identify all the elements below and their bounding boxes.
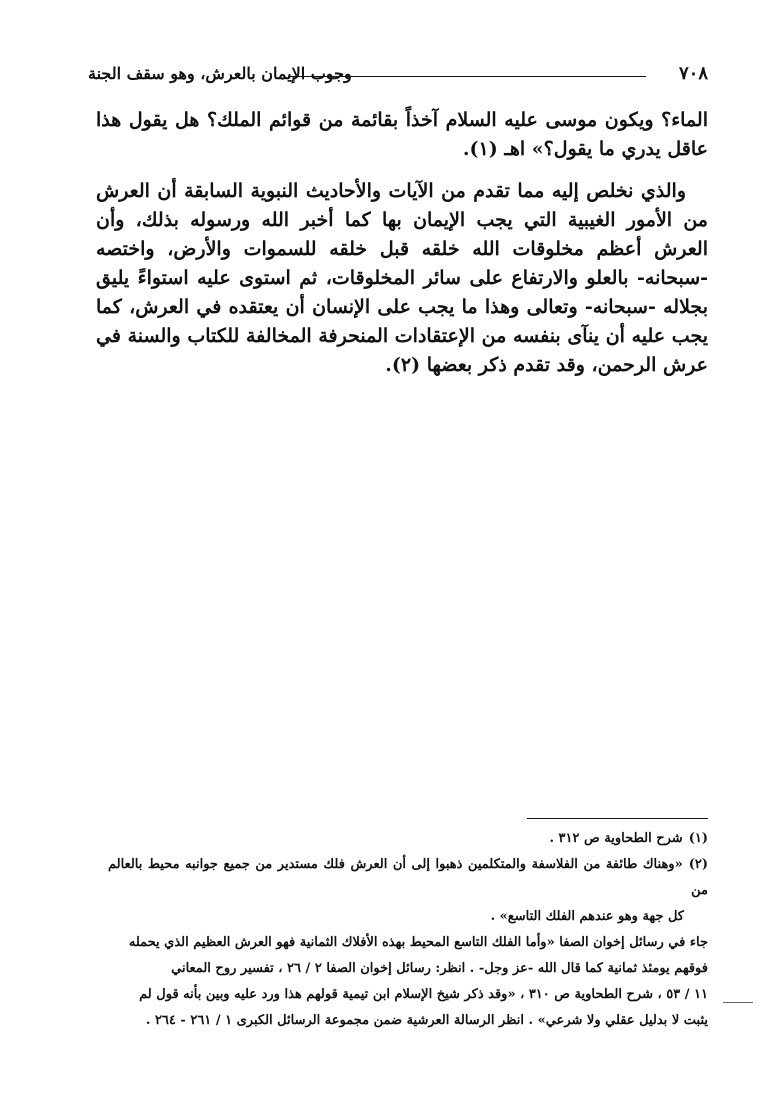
paragraph-2: والذي نخلص إليه مما تقدم من الآيات والأحاديث النبوية السابقة أن العرش من الأمور الغيبية التي يجب الإيمان بها كما أخبر الله ورسوله بذلك، وأن العرش أعظم مخلوقات الله خلقه قبل خلقه للسموات والأرض، واختصه -سبحانه- بالعلو والارتفاع على سائر المخلوقات، ثم استوى عليه استواءً يليق بجلاله -سبحانه- وتعالى وهذا ما يجب على الإنسان أن يعتقده في العرش، كما يجب عليه أن ينآى بنفسه من الإعتقادات المنحرفة المخالفة للكتاب والسنة في عرش الرحمن، وقد تقدم ذكر بعضها (٢). (96, 180, 709, 376)
margin-mark (723, 1002, 753, 1003)
main-text (96, 106, 708, 380)
running-title: وجوب الإيمان بالعرش، وهو سقف الجنة (88, 64, 352, 83)
footnote-line: جاء في رسائل إخوان الصفا «وأما الفلك التاسع المحيط بهذه الأفلاك الثمانية فهو العرش العظيم الذي يحمله (128, 935, 708, 950)
footnote-2 (108, 852, 708, 904)
footnote-separator (527, 818, 708, 819)
footnote-1 (108, 826, 708, 852)
footnote-number: (٢) (688, 857, 708, 872)
paragraph-1: الماء؟ ويكون موسى عليه السلام آخذاً بقائمة من قوائم الملك؟ هل يقول هذا عاقل يدري ما يقول؟» اهـ (١). (96, 109, 708, 160)
footnote-text: شرح الطحاوية ص ٣١٢ . (549, 831, 683, 846)
footnote-line: ١١ / ٥٣ ، شرح الطحاوية ص ٣١٠ ، «وقد ذكر شيخ الإسلام ابن تيمية قولهم هذا ورد عليه وبين بأنه قول لم (139, 987, 708, 1002)
running-header (88, 62, 708, 86)
footnote-number: (١) (688, 831, 708, 846)
page-number: ٧٠٨ (678, 63, 708, 84)
footnote-line: فوقهم يومئذ ثمانية كما قال الله -عز وجل- . انظر: رسائل إخوان الصفا ٢ / ٢٦ ، تفسير روح المعاني (171, 961, 708, 976)
footnote-text: «وهناك طائفة من الفلاسفة والمتكلمين ذهبوا إلى أن العرش فلك مستدير من جميع جوانبه محيط بالعالم من (108, 857, 708, 898)
footnote-line: كل جهة وهو عندهم الفلك التاسع» . (490, 909, 684, 924)
footnote-line: يثبت لا بدليل عقلي ولا شرعي» . انظر الرسالة العرشية ضمن مجموعة الرسائل الكبرى ١ / ٢٦١ - ٢٦٤ . (145, 1013, 708, 1028)
footnotes (108, 826, 708, 1034)
